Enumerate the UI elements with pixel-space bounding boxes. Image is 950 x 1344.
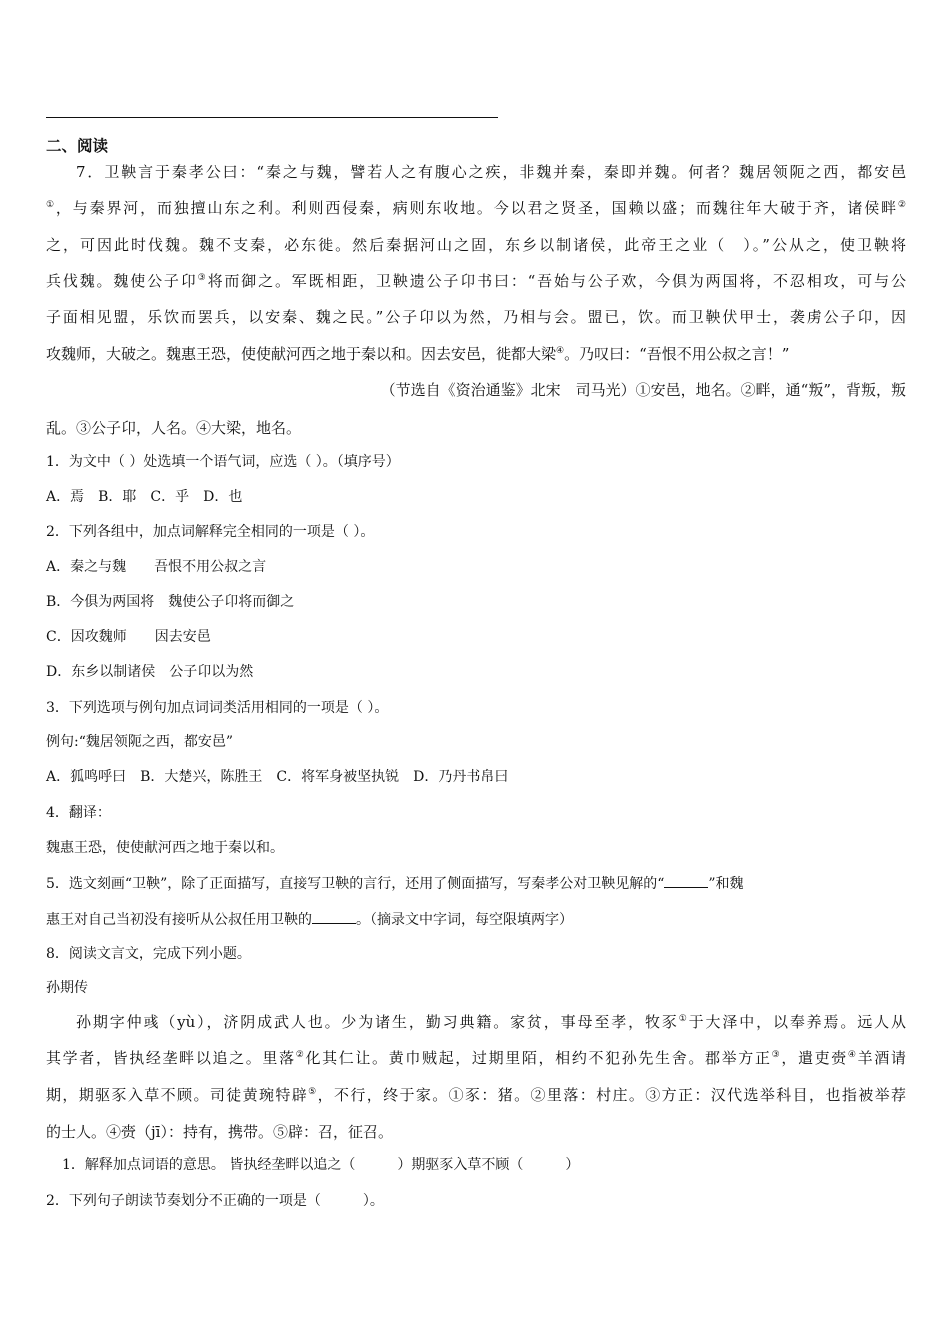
note-mark: ② (897, 200, 906, 210)
passage7-source-cont: 乱。③公子卬，人名。④大梁，地名。 (46, 419, 302, 437)
note-mark: ④ (556, 346, 565, 356)
passage8-line-1: 孙期字仲彧（yù），济阴成武人也。少为诸生，勤习典籍。家贫，事母至孝，牧豕①于大泽中，以奉养焉。远人从 (76, 1013, 906, 1031)
passage7-line-5: 子面相见盟，乐饮而罢兵，以安秦、魏之民。”公子卬以为然，乃相与会。盟已，饮。而卫鞅伏甲士，袭虏公子卬，因 (46, 308, 906, 326)
section-title: 二、阅读 (46, 136, 109, 155)
passage7-source: （节选自《资治通鉴》北宋 司马光）①安邑，地名。②畔，通“叛”，背叛，叛 (380, 381, 906, 399)
passage7-line-3: 之，可因此时伐魏。魏不支秦，必东徙。然后秦据河山之固，东乡以制诸侯，此帝王之业（ ）。”公从之，使卫鞅将 (46, 236, 906, 254)
note-mark: ④ (847, 1050, 858, 1060)
passage8-intro: 8．阅读文言文，完成下列小题。 (46, 946, 251, 962)
question-1-options: A．焉 B．耶 C．乎 D．也 (46, 489, 243, 505)
question-3: 3．下列选项与例句加点词词类活用相同的一项是（ ）。 (46, 700, 389, 716)
note-mark: ① (46, 200, 56, 210)
passage8-line-3: 期，期驱豕入草不顾。司徒黄琬特辟⑤，不行，终于家。①豕：猪。②里落：村庄。③方正：汉代选举科目，也指被举荐 (46, 1086, 906, 1104)
question-5-line-1: 5．选文刻画“卫鞅”，除了正面描写，直接写卫鞅的言行，还用了侧面描写，写秦孝公对卫鞅见解的“ ”和魏 (46, 873, 906, 894)
passage8-title: 孙期传 (46, 980, 88, 996)
question-4: 4．翻译： (46, 805, 111, 821)
note-mark: ① (678, 1014, 689, 1024)
question-3-example: 例句:“魏居领阨之西，都安邑” (46, 734, 234, 750)
question-2-option-c: C．因攻魏师 因去安邑 (46, 629, 211, 645)
passage8-question-2: 2．下列句子朗读节奏划分不正确的一项是（ ）。 (46, 1193, 384, 1209)
note-mark: ③ (771, 1050, 782, 1060)
question-2: 2．下列各组中，加点词解释完全相同的一项是（ ）。 (46, 524, 375, 540)
passage8-line-2: 其学者，皆执经垄畔以追之。里落②化其仁让。黄巾贼起，过期里陌，相约不犯孙先生舍。郡举方正③，遣吏赍④羊酒请 (46, 1049, 906, 1067)
top-rule (46, 117, 498, 118)
passage7-line-6: 攻魏师，大破之。魏惠王恐，使使献河西之地于秦以和。因去安邑，徙都大梁④。乃叹曰：“吾恨不用公叔之言！” (46, 345, 790, 363)
note-mark: ⑤ (308, 1087, 318, 1097)
answer-blank[interactable] (312, 909, 356, 924)
question-2-option-b: B．今俱为两国将 魏使公子卬将而御之 (46, 594, 295, 610)
note-mark: ③ (197, 273, 208, 283)
answer-blank[interactable] (664, 873, 708, 888)
passage7-line-4: 兵伐魏。魏使公子卬③将而御之。军既相距，卫鞅遗公子卬书曰：“吾始与公子欢，今俱为两国将，不忍相攻，可与公 (46, 272, 906, 290)
question-2-option-a: A．秦之与魏 吾恨不用公叔之言 (46, 559, 267, 575)
passage8-question-1: 1．解释加点词语的意思。 皆执经垄畔以追之（ ）期驱豕入草不顾（ ） (62, 1157, 580, 1173)
question-2-option-d: D．东乡以制诸侯 公子卬以为然 (46, 664, 254, 680)
note-mark: ② (295, 1050, 306, 1060)
question-1: 1．为文中（ ）处选填一个语气词，应选（ ）。（填序号） (46, 454, 400, 470)
passage7-line-1: 7．卫鞅言于秦孝公曰：“秦之与魏，譬若人之有腹心之疾，非魏并秦，秦即并魏。何者？魏居领阨之西，都安邑 (76, 163, 906, 181)
passage8-line-4: 的士人。④赍（jī）：持有，携带。⑤辟：召，征召。 (46, 1123, 393, 1141)
passage7-line-2: ①，与秦界河，而独擅山东之利。利则西侵秦，病则东收地。今以君之贤圣，国赖以盛；而魏往年大破于齐，诸侯畔② (46, 199, 906, 217)
question-3-options: A．狐鸣呼曰 B．大楚兴，陈胜王 C．将军身被坚执锐 D．乃丹书帛曰 (46, 769, 509, 785)
question-5-line-2: 惠王对自己当初没有接听从公叔任用卫鞅的 。（摘录文中字词，每空限填两字） (46, 909, 573, 930)
question-4-text: 魏惠王恐，使使献河西之地于秦以和。 (46, 840, 284, 856)
